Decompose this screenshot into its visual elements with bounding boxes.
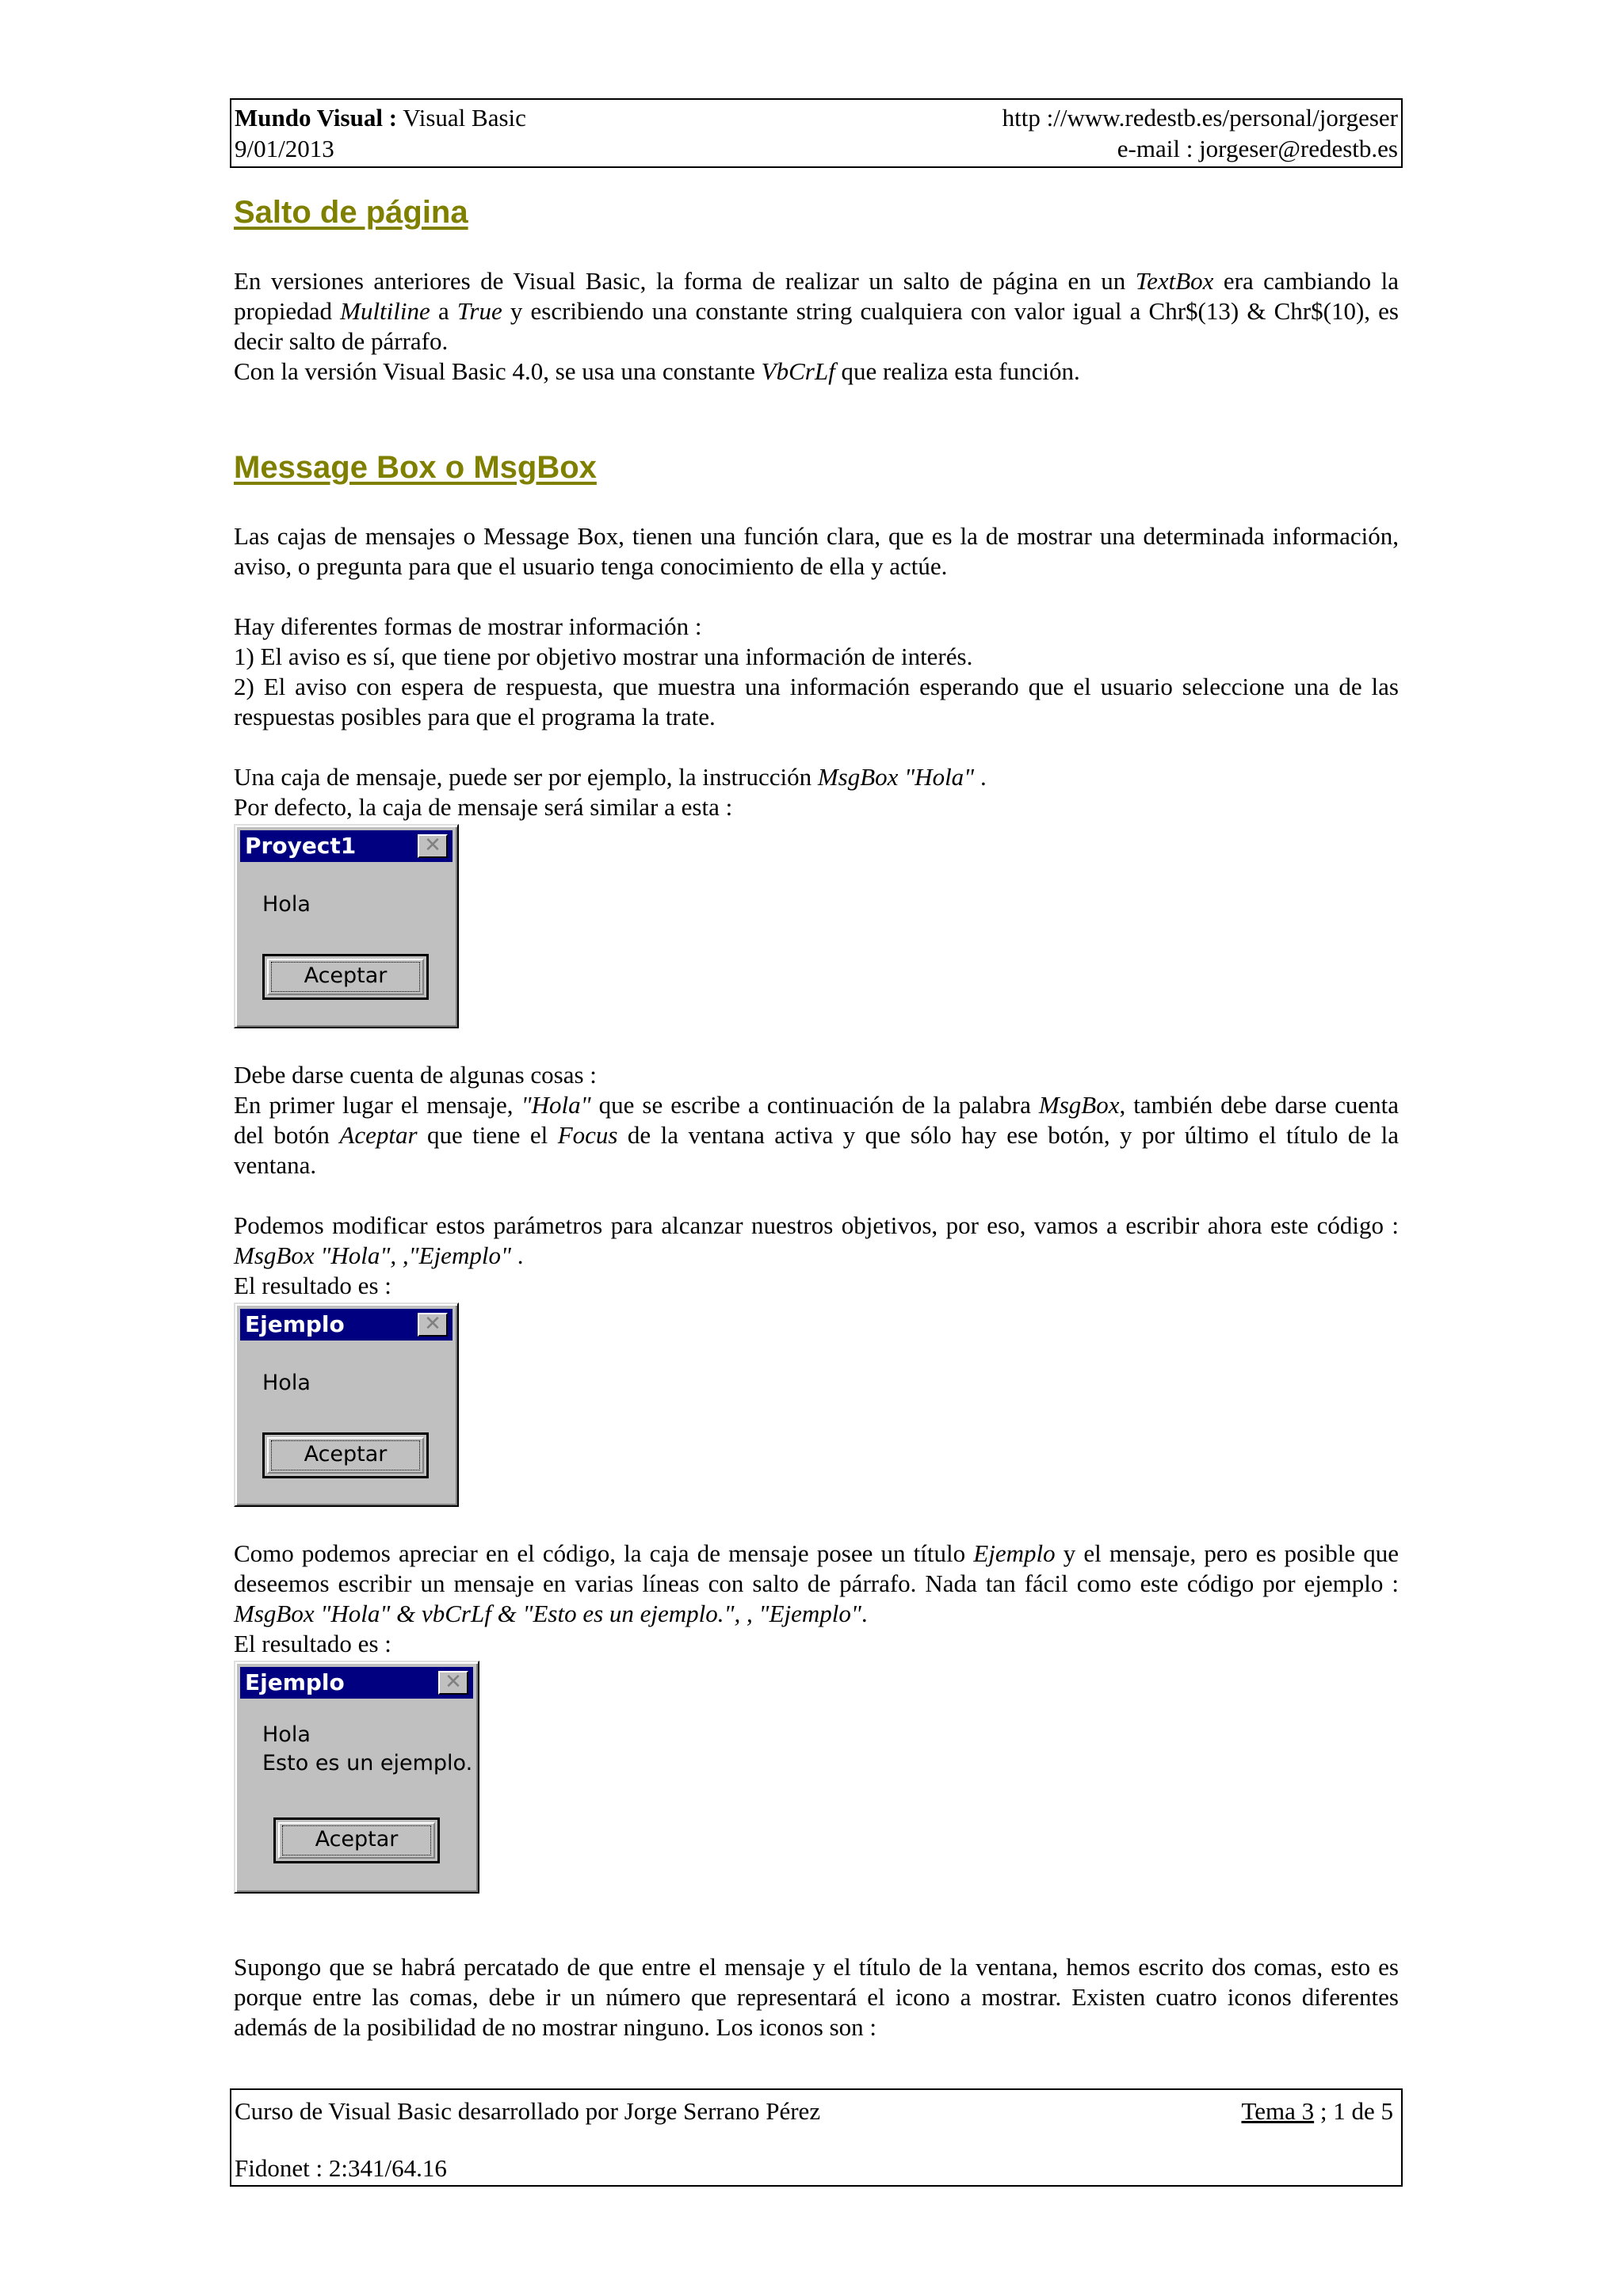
msgbox-message: Hola — [262, 892, 311, 917]
aceptar-button[interactable] — [262, 954, 429, 1000]
footer-course: Curso de Visual Basic desarrollado por Jorge Serrano Pérez — [235, 2097, 821, 2125]
text: que se escribe a continuación de la palabra — [590, 1091, 1039, 1119]
text: a — [430, 297, 457, 325]
text-line — [234, 1539, 1399, 1629]
text: , también debe darse cuenta del botón — [234, 1091, 1399, 1149]
page-footer — [230, 2088, 1403, 2187]
msgbox-titlebar — [240, 1309, 453, 1341]
msgbox-title: Ejemplo — [245, 1311, 345, 1337]
header-email[interactable]: e-mail : jorgeser@redestb.es — [1117, 135, 1398, 162]
text: y escribiendo una constante string cualquiera con valor igual a Chr$(13) & Chr$(10), es decir salto de párrafo. — [234, 297, 1399, 355]
term-focus: Focus — [557, 1121, 618, 1149]
text: . — [510, 1241, 524, 1269]
text: . — [861, 1600, 868, 1627]
text: que tiene el — [417, 1121, 558, 1149]
footer-fidonet: Fidonet : 2:341/64.16 — [235, 2154, 447, 2182]
term-aceptar: Aceptar — [339, 1121, 418, 1149]
msgbox-titlebar — [240, 1667, 473, 1699]
text: . — [974, 763, 987, 791]
header-brand-bold: Mundo Visual : — [235, 104, 398, 132]
header-row-2 — [235, 134, 1398, 164]
aceptar-button[interactable] — [273, 1817, 440, 1863]
header-row-1 — [235, 103, 1398, 133]
aceptar-button[interactable] — [262, 1432, 429, 1478]
section-title-msgbox: Message Box o MsgBox — [234, 450, 597, 485]
header-date: 9/01/2013 — [235, 135, 334, 162]
footer-row-1 — [235, 2096, 1393, 2126]
paragraph-msgbox-5 — [234, 1211, 1399, 1301]
header-brand — [235, 103, 526, 133]
msgbox-title: Proyect1 — [245, 833, 357, 859]
msgbox-proyect1 — [234, 824, 459, 1028]
button-label: Aceptar — [304, 1442, 388, 1466]
term-true: True — [456, 297, 502, 325]
term-hola: "Hola" — [521, 1091, 591, 1119]
msgbox-titlebar — [240, 830, 453, 862]
header-brand-rest: Visual Basic — [397, 104, 526, 132]
paragraph-msgbox-6 — [234, 1539, 1399, 1659]
footer-page-info — [1241, 2096, 1393, 2126]
text: era cambiando la propiedad — [234, 267, 1400, 325]
msgbox-ejemplo — [234, 1302, 459, 1507]
text: Como podemos apreciar en el código, la caja de mensaje posee un título — [234, 1539, 974, 1567]
text: En versiones anteriores de Visual Basic, la forma de realizar un salto de página en un — [234, 267, 1136, 295]
paragraph-msgbox-3 — [234, 762, 1399, 822]
text-line: Debe darse cuenta de algunas cosas : — [234, 1061, 597, 1089]
code-msgbox-ejemplo: MsgBox "Hola", ,"Ejemplo" — [234, 1241, 511, 1269]
button-label: Aceptar — [315, 1827, 399, 1852]
code-msgbox-hola: MsgBox "Hola" — [817, 763, 975, 791]
paragraph-msgbox-2 — [234, 612, 1399, 732]
paragraph-salto-1 — [234, 266, 1399, 357]
footer-page-number: ; 1 de 5 — [1314, 2097, 1393, 2125]
text-line — [234, 762, 1399, 792]
text-line: Hay diferentes formas de mostrar información : — [234, 612, 702, 640]
footer-tema-link[interactable]: Tema 3 — [1241, 2097, 1315, 2125]
close-icon[interactable]: ✕ — [438, 1671, 468, 1695]
text: Una caja de mensaje, puede ser por ejemplo, la instrucción — [234, 763, 818, 791]
text-line: 1) El aviso es sí, que tiene por objetivo mostrar una información de interés. — [234, 643, 973, 670]
term-ejemplo: Ejemplo — [973, 1539, 1056, 1567]
text-line — [234, 1090, 1399, 1180]
text: En primer lugar el mensaje, — [234, 1091, 521, 1119]
text-line: El resultado es : — [234, 1630, 391, 1657]
header-url[interactable]: http ://www.redestb.es/personal/jorgeser — [1002, 104, 1398, 132]
close-icon[interactable]: ✕ — [418, 1313, 448, 1337]
msgbox-message-line-2: Esto es un ejemplo. — [262, 1751, 473, 1775]
paragraph-msgbox-1: Las cajas de mensajes o Message Box, tienen una función clara, que es la de mostrar una determinada información, aviso, o pregunta para que el usuario tenga conocimiento de ella y actúe. — [234, 522, 1399, 580]
text-line: El resultado es : — [234, 1272, 391, 1299]
button-label: Aceptar — [304, 963, 388, 988]
term-multiline: Multiline — [340, 297, 430, 325]
term-textbox: TextBox — [1135, 267, 1214, 295]
msgbox-title: Ejemplo — [245, 1669, 345, 1695]
text: Podemos modificar estos parámetros para alcanzar nuestros objetivos, por eso, vamos a escribir ahora este código : — [234, 1211, 1399, 1239]
msgbox-message: Hola — [262, 1371, 311, 1395]
text-line: 2) El aviso con espera de respuesta, que muestra una información esperando que el usuario seleccione una de las respuestas posibles para que el programa la trate. — [234, 673, 1399, 730]
section-title-salto: Salto de página — [234, 195, 468, 230]
msgbox-message-line-1: Hola — [262, 1722, 311, 1747]
term-vbcrlf: VbCrLf — [761, 357, 835, 385]
term-msgbox: MsgBox — [1038, 1091, 1120, 1119]
text: y el mensaje, pero es posible que deseemos escribir un mensaje en varias líneas con salto de párrafo. Nada tan fácil como este código por ejemplo : — [234, 1539, 1400, 1597]
text: de la ventana activa y que sólo hay ese botón, y por último el título de la ventana. — [234, 1121, 1399, 1179]
text-line: Por defecto, la caja de mensaje será similar a esta : — [234, 793, 733, 821]
paragraph-msgbox-4 — [234, 1060, 1399, 1180]
code-msgbox-multiline: MsgBox "Hola" & vbCrLf & "Esto es un ejemplo.", , "Ejemplo" — [234, 1600, 861, 1627]
close-icon[interactable]: ✕ — [418, 834, 448, 858]
text: que realiza esta función. — [834, 357, 1080, 385]
paragraph-msgbox-7: Supongo que se habrá percatado de que entre el mensaje y el título de la ventana, hemos escrito dos comas, esto es porque entre las comas, debe ir un número que representará el icono a mostrar. Existen cuatro iconos diferentes además de la posibilidad de no mostrar ninguno. Los iconos son : — [234, 1953, 1399, 2041]
paragraph-salto-2 — [234, 357, 1399, 387]
footer-row-2 — [235, 2153, 1393, 2183]
page-header — [230, 98, 1403, 168]
msgbox-ejemplo-multiline — [234, 1661, 479, 1894]
text: Con la versión Visual Basic 4.0, se usa una constante — [234, 357, 762, 385]
text-line — [234, 1211, 1399, 1271]
